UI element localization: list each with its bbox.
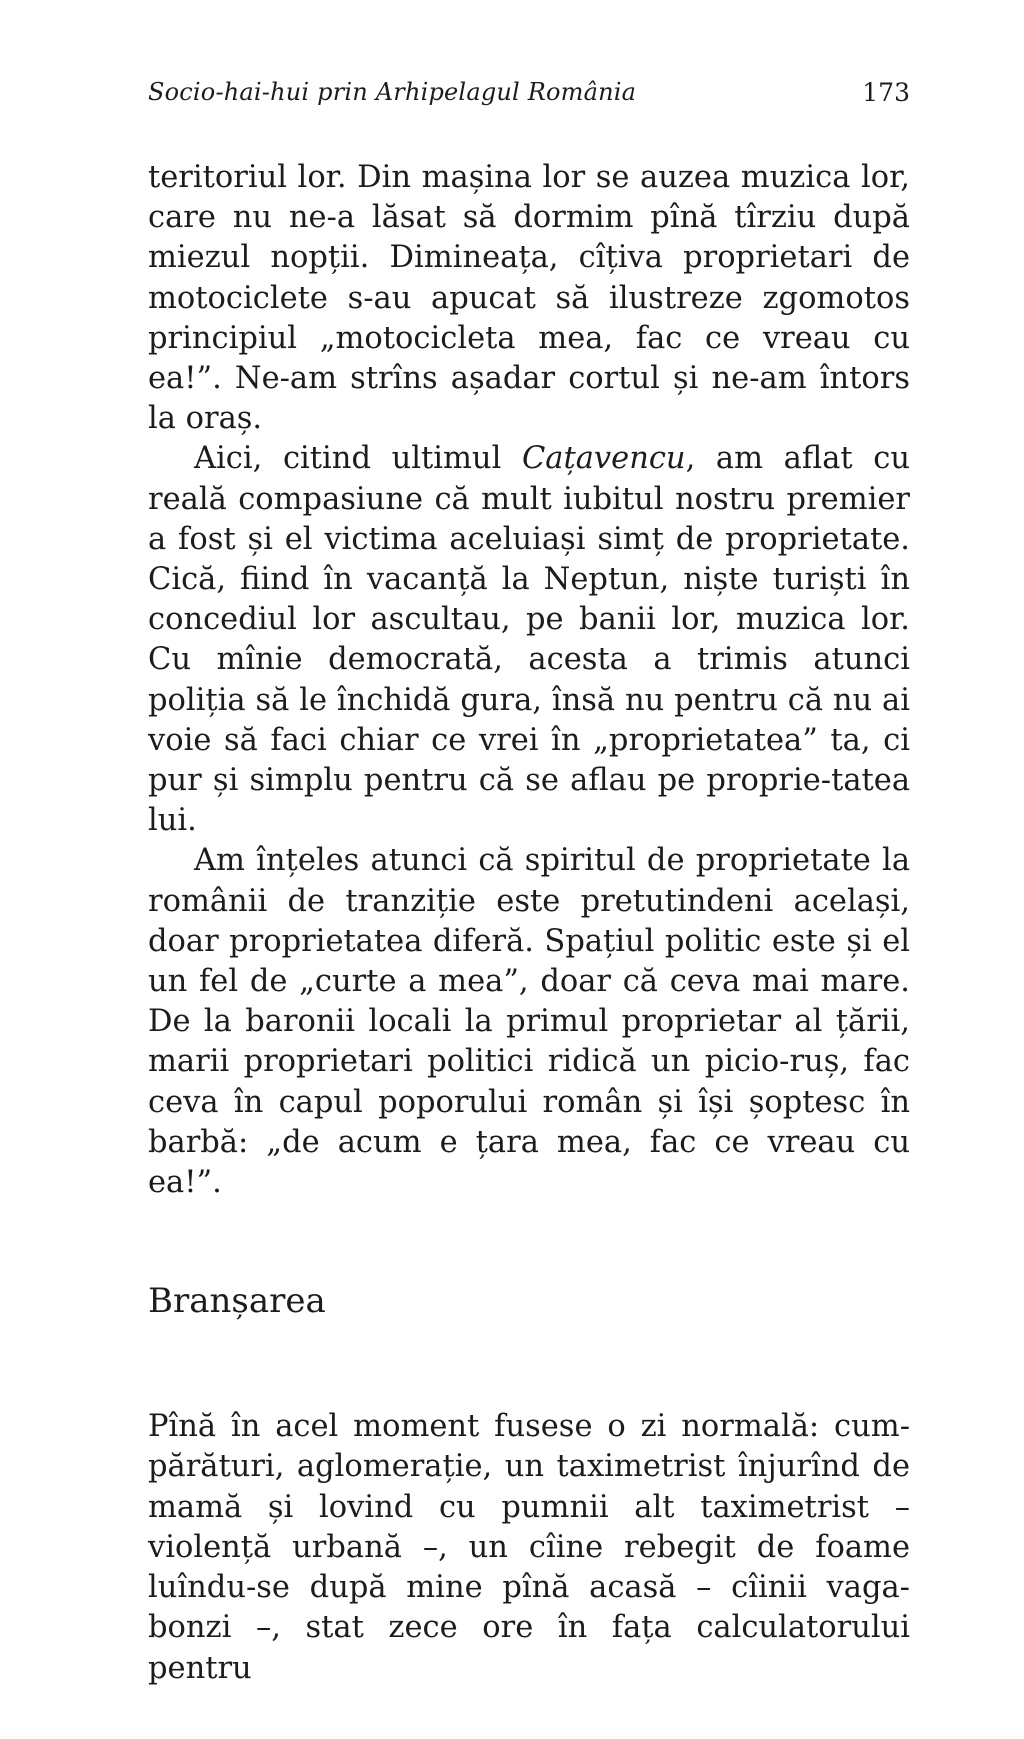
section-heading: Branșarea — [148, 1281, 326, 1322]
newspaper-title: Cațavencu — [521, 441, 686, 477]
paragraph-2-part-1: Aici, citind ultimul — [194, 441, 522, 477]
paragraph-1: teritoriul lor. Din mașina lor se auzea muzica lor, care nu ne-a lăsat să dormim pînă tîrziu după miezul nopții. Dimineața, cîțiva proprietari de motociclete s-au apucat să ilustreze zgomotos principiul „motocicleta mea, fac ce vreau cu ea!”. Ne-am strîns așadar cortul și ne-am întors la oraș. — [148, 160, 910, 437]
paragraph-2-part-2: , am aflat cu reală compasiune că mult iubitul nostru premier a fost și el victima aceluiași simț de proprietate. Cică, fiind în vacanță la Neptun, niște turiști în concediul lor ascultau, pe banii lor, muzica lor. Cu mînie democrată, acesta a trimis atunci poliția să le închidă gura, însă nu pentru că nu ai voie să faci chiar ce vrei în „proprietatea” ta, ci pur și simplu pentru că se aflau pe proprie-tatea lui. — [148, 441, 910, 839]
paragraph-3: Am înțeles atunci că spiritul de proprietate la românii de tranziție este pretutindeni același, doar proprietatea diferă. Spațiul politic este și el un fel de „curte a mea”, doar că ceva mai mare. De la baronii locali la primul proprietar al țării, marii proprietari politici ridică un picio-ruș, fac ceva în capul poporului român și își șoptesc în barbă: „de acum e țara mea, fac ce vreau cu ea!”. — [148, 843, 910, 1201]
paragraph-2 — [148, 439, 910, 841]
page-number: 173 — [862, 78, 910, 107]
page-body — [148, 158, 910, 1689]
section-paragraph-1: Pînă în acel moment fusese o zi normală: cum-părături, aglomerație, un taximetrist înjurînd de mamă și lovind cu pumnii alt taximetrist – violență urbană –, un cîine rebegit de foame luîndu-se după mine pînă acasă – cîinii vaga-bonzi –, stat zece ore în fața calculatorului pentru — [148, 1409, 910, 1686]
running-title: Socio-hai-hui prin Arhipelagul România — [148, 78, 637, 106]
page-header — [148, 78, 910, 118]
